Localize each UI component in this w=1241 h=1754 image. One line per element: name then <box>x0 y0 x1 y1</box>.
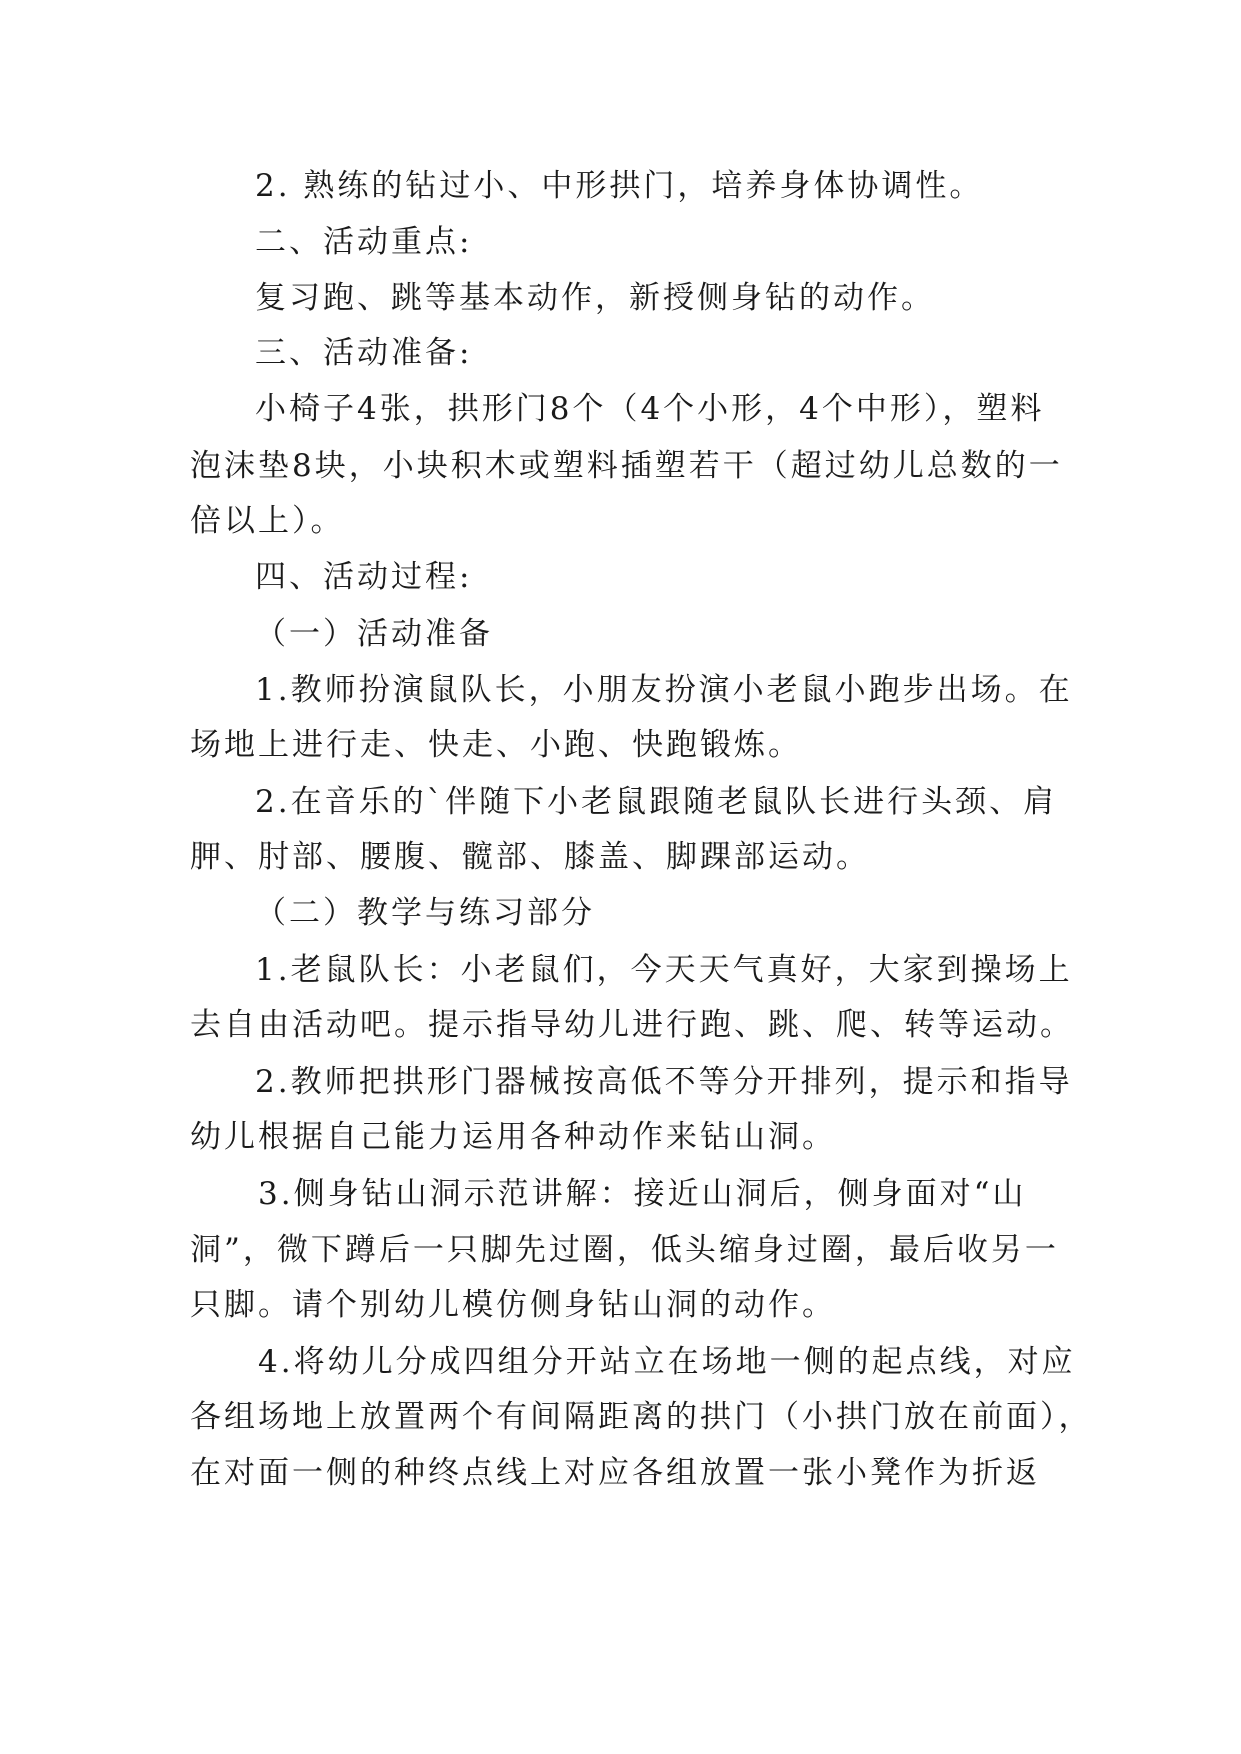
paragraph-line: 复习跑、跳等基本动作，新授侧身钻的动作。 <box>255 280 935 316</box>
paragraph-line: 倍以上）。 <box>190 503 345 539</box>
section-heading: 四、活动过程: <box>255 559 473 595</box>
section-heading: 二、活动重点: <box>255 224 473 260</box>
paragraph-line: 2. 熟练的钻过小、中形拱门，培养身体协调性。 <box>255 168 984 204</box>
paragraph-line: 4.将幼儿分成四组分开站立在场地一侧的起点线，对应 <box>258 1344 1076 1380</box>
paragraph-line: 2.在音乐的`伴随下小老鼠跟随老鼠队长进行头颈、肩 <box>255 784 1058 820</box>
paragraph-line: 1.教师扮演鼠队长，小朋友扮演小老鼠小跑步出场。在 <box>255 672 1073 708</box>
paragraph-line: 幼儿根据自己能力运用各种动作来钻山洞。 <box>190 1119 836 1155</box>
paragraph-line: 场地上进行走、快走、小跑、快跑锻炼。 <box>190 727 802 763</box>
subsection-heading: （二）教学与练习部分 <box>255 895 595 931</box>
paragraph-line: 3.侧身钻山洞示范讲解：接近山洞后，侧身面对“山 <box>258 1176 1027 1212</box>
paragraph-line: 2.教师把拱形门器械按高低不等分开排列，提示和指导 <box>255 1064 1073 1100</box>
paragraph-line: 各组场地上放置两个有间隔距离的拱门（小拱门放在前面）， <box>190 1399 1093 1435</box>
section-heading: 三、活动准备: <box>255 335 473 371</box>
paragraph-line: 1.老鼠队长：小老鼠们，今天天气真好，大家到操场上 <box>255 952 1073 988</box>
paragraph-line: 在对面一侧的种终点线上对应各组放置一张小凳作为折返 <box>190 1455 1040 1491</box>
paragraph-line: 洞”，微下蹲后一只脚先过圈，低头缩身过圈，最后收另一 <box>190 1232 1059 1268</box>
paragraph-line: 只脚。请个别幼儿模仿侧身钻山洞的动作。 <box>190 1287 836 1323</box>
paragraph-line: 泡沫垫8块，小块积木或塑料插塑若干（超过幼儿总数的一 <box>190 448 1063 484</box>
paragraph-line: 去自由活动吧。提示指导幼儿进行跑、跳、爬、转等运动。 <box>190 1007 1074 1043</box>
paragraph-line: 胛、肘部、腰腹、髋部、膝盖、脚踝部运动。 <box>190 839 870 875</box>
paragraph-line: 小椅子4张，拱形门8个（4个小形，4个中形），塑料 <box>255 391 1045 427</box>
subsection-heading: （一）活动准备 <box>255 616 493 652</box>
